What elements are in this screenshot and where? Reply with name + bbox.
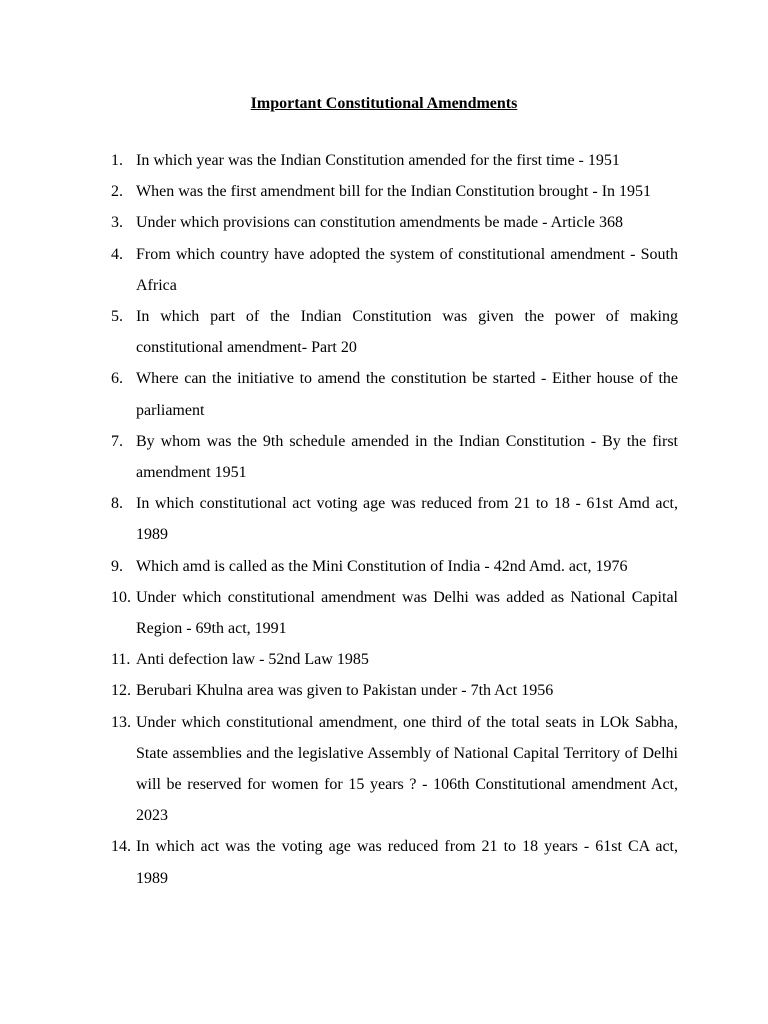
- item-text: In which year was the Indian Constitution amended for the first time - 1951: [136, 152, 620, 169]
- document-title: Important Constitutional Amendments: [250, 95, 518, 112]
- item-number: 13.: [111, 713, 131, 731]
- item-number: 9.: [111, 557, 123, 575]
- item-number: 14.: [111, 838, 131, 856]
- item-text: By whom was the 9th schedule amended in the Indian Constitution - By the first amendment 1951: [136, 432, 678, 482]
- item-number: 3.: [111, 214, 123, 232]
- item-number: 10.: [111, 588, 131, 606]
- item-number: 5.: [111, 308, 123, 326]
- list-item: [111, 426, 678, 488]
- item-text: Under which constitutional amendment, one third of the total seats in LOk Sabha, State assemblies and the legislative Assembly of National Capital Territory of Delhi will be reserved for women for 15 years ? - 106th Constitutional amendment Act, 2023: [136, 713, 678, 825]
- list-item: [111, 675, 678, 706]
- list-item: [111, 582, 678, 644]
- list-item: [111, 239, 678, 301]
- item-text: Anti defection law - 52nd Law 1985: [136, 651, 369, 669]
- item-number: 1.: [111, 152, 123, 169]
- item-number: 8.: [111, 495, 123, 513]
- item-number: 6.: [111, 370, 123, 388]
- item-text: Under which constitutional amendment was Delhi was added as National Capital Region - 69th act, 1991: [136, 588, 678, 638]
- item-number: 7.: [111, 432, 123, 450]
- item-text: In which constitutional act voting age was reduced from 21 to 18 - 61st Amd act, 1989: [136, 495, 678, 544]
- item-text: Berubari Khulna area was given to Pakistan under - 7th Act 1956: [136, 682, 554, 700]
- item-number: 12.: [111, 682, 131, 700]
- list-item: [111, 176, 678, 207]
- item-text: In which act was the voting age was reduced from 21 to 18 years - 61st CA act, 1989: [136, 838, 678, 887]
- amendment-list: [111, 145, 678, 894]
- item-text: Where can the initiative to amend the constitution be started - Either house of the parliament: [136, 370, 678, 419]
- item-text: When was the first amendment bill for the Indian Constitution brought - In 1951: [136, 183, 652, 201]
- list-item: [111, 207, 678, 238]
- item-text: Under which provisions can constitution amendments be made - Article 368: [136, 214, 623, 232]
- item-text: In which part of the Indian Constitution was given the power of making constitutional amendment- Part 20: [136, 308, 678, 357]
- list-item: [111, 551, 678, 582]
- item-number: 2.: [111, 183, 123, 201]
- list-item: [111, 488, 678, 550]
- item-number: 4.: [111, 245, 123, 263]
- list-item: [111, 831, 678, 893]
- list-item: [111, 363, 678, 425]
- list-item: [111, 707, 678, 832]
- list-item: [111, 145, 678, 176]
- item-text: Which amd is called as the Mini Constitution of India - 42nd Amd. act, 1976: [136, 557, 628, 575]
- item-number: 11.: [111, 651, 131, 669]
- list-item: [111, 301, 678, 363]
- list-item: [111, 644, 678, 675]
- item-text: From which country have adopted the system of constitutional amendment - South Africa: [136, 245, 678, 294]
